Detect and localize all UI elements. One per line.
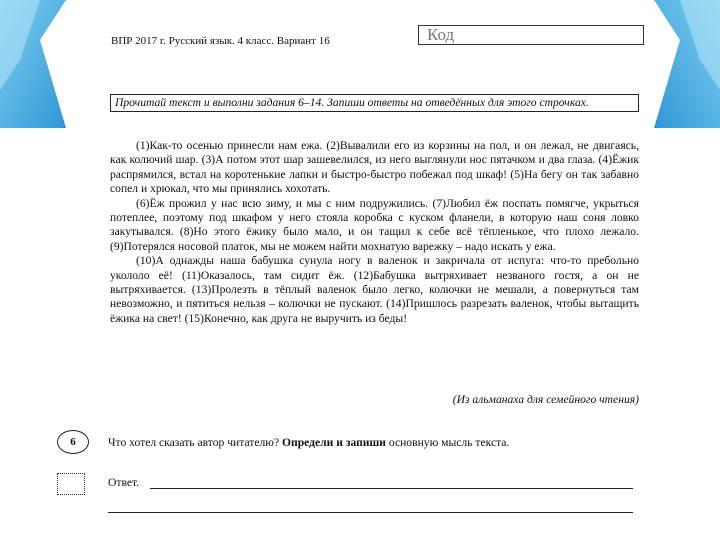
code-box[interactable] xyxy=(418,25,644,45)
question-end: основную мысль текста. xyxy=(388,436,510,449)
question-bold: Определи и запиши xyxy=(282,436,386,449)
task-question xyxy=(108,436,639,451)
decor-right-ribbon xyxy=(654,0,720,128)
answer-line[interactable] xyxy=(150,488,633,489)
answer-label: Ответ. xyxy=(108,476,140,489)
paragraph: (6)Ёж прожил у нас всю зиму, и мы с ним подружились. (7)Любил ёж поспать помягче, укрыться потеплее, поэтому под шкафом у него стояла коробка с куском фланели, в которую наш соня ловко закутывался. (8)Но этого ёжику было мало, и он тащил к себе всё тёпленькое, что плохо лежало. (9)Потерялся носовой платок, мы не можем найти мохнатую варежку – надо искать у ежа. xyxy=(110,196,639,253)
paragraph: (10)А однажды наша бабушка сунула ногу в валенок и закричала от испуга: что-то пребольно укололо её! (11)Оказалось, там сидит ёж. (12)Бабушка вытряхивает незваного гостя, а он не вытряхивается. (13)Пролезть в тёплый валенок было легко, колючки не мешали, а повернуться там невозможно, и пятиться нельзя – колючки не пускают. (14)Пришлось разрезать валенок, чтобы вытащить ёжика на свет! (15)Конечно, как друга не выручить из беды! xyxy=(110,254,639,325)
reading-text xyxy=(110,139,639,326)
text-source: (Из альманаха для семейного чтения) xyxy=(452,393,639,406)
question-start: Что хотел сказать автор читателю? xyxy=(108,436,280,449)
paragraph: (1)Как-то осенью принесли нам ежа. (2)Вывалили его из корзины на пол, и он лежал, не двигаясь, как колючий шар. (3)А потом этот шар зашевелился, из него выглянули нос пятачком и два глаза. (4)Ёжик распрямился, встал на коротенькие лапки и быстро-быстро побежал под шкаф! (5)На бегу он так забавно сопел и хрюкал, что мы принялись хохотать. xyxy=(110,139,639,196)
answer-line-2[interactable] xyxy=(108,512,633,513)
code-label: Код xyxy=(427,25,455,44)
decor-left-ribbon xyxy=(0,0,66,128)
header-title: ВПР 2017 г. Русский язык. 4 класс. Вариант 16 xyxy=(111,35,330,47)
score-box[interactable] xyxy=(57,473,85,495)
instruction-box: Прочитай текст и выполни задания 6–14. Запиши ответы на отведённых для этого строчках. xyxy=(110,94,639,112)
task-number: 6 xyxy=(57,430,89,454)
